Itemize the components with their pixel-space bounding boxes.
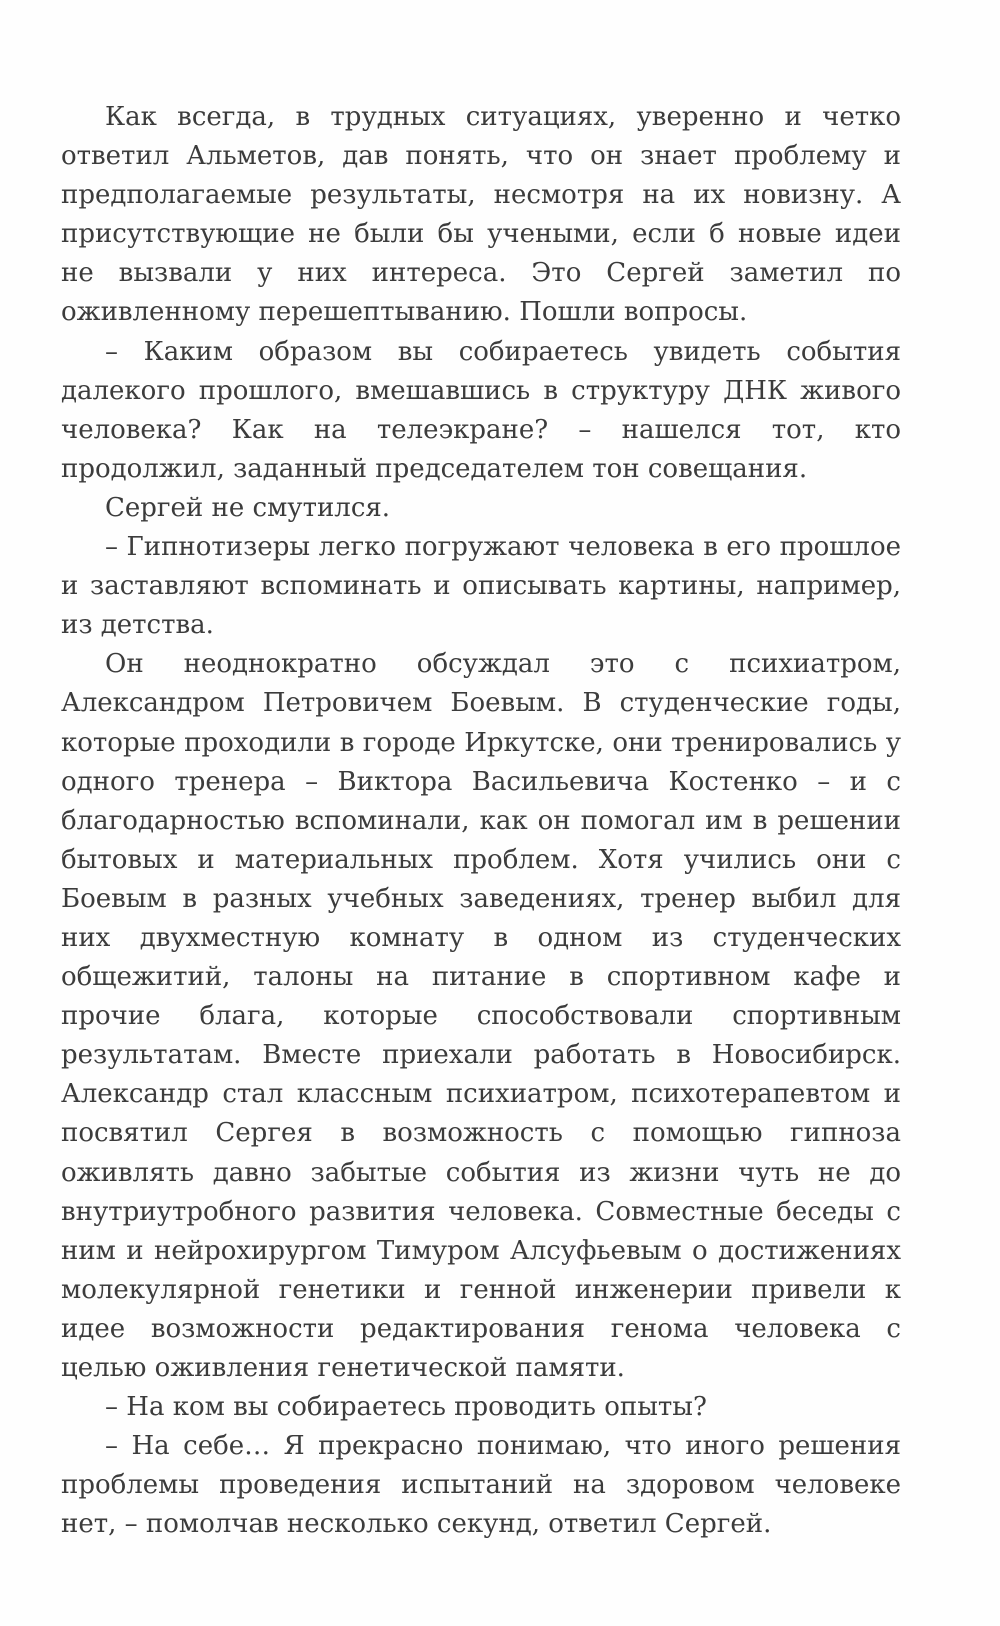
paragraph-narration-almetov: Как всегда, в трудных ситуациях, уверенно и четко ответил Альметов, дав понять, что он знает проблему и предполагаемые результаты, несмотря на их новизну. А присутствующие не были бы учеными, если б новые идеи не вызвали у них интереса. Это Сергей заметил по оживленному перешептыванию. Пошли вопросы. [61,102,901,328]
paragraph-hypnotists: – Гипнотизеры легко погружают человека в его прошлое и заставляют вспоминать и описывать картины, например, из детства. [61,532,901,641]
paragraph-question-dna: – Каким образом вы собираетесь увидеть события далекого прошлого, вмешавшись в структуру ДНК живого человека? Как на телеэкране? – нашелся тот, кто продолжил, заданный председателем тон совещания. [61,336,901,484]
paragraph-question-experiments: – На ком вы собираетесь проводить опыты? [105,1392,707,1423]
page-text [61,98,901,1544]
paragraph-sergey-calm: Сергей не смутился. [105,492,391,523]
paragraph-answer-self: – На себе… Я прекрасно понимаю, что иного решения проблемы проведения испытаний на здоровом человеке нет, – помолчав несколько секунд, ответил Сергей. [61,1431,901,1540]
paragraph-backstory-boev: Он неоднократно обсуждал это с психиатром, Александром Петровичем Боевым. В студенческие годы, которые проходили в городе Иркутске, они тренировались у одного тренера – Виктора Васильевича Костенко – и с благодарностью вспоминали, как он помогал им в решении бытовых и материальных проблем. Хотя учились они с Боевым в разных учебных заведениях, тренер выбил для них двухместную комнату в одном из студенческих общежитий, талоны на питание в спортивном кафе и прочие блага, которые способствовали спортивным результатам. Вместе приехали работать в Новосибирск. Александр стал классным психиатром, психотерапевтом и посвятил Сергея в возможность с помощью гипноза оживлять давно забытые события из жизни чуть не до внутриутробного развития человека. Совместные беседы с ним и нейрохирургом Тимуром Алсуфьевым о достижениях молекулярной генетики и генной инженерии привели к идее возможности редактирования генома человека с целью оживления генетической памяти. [61,649,901,1383]
